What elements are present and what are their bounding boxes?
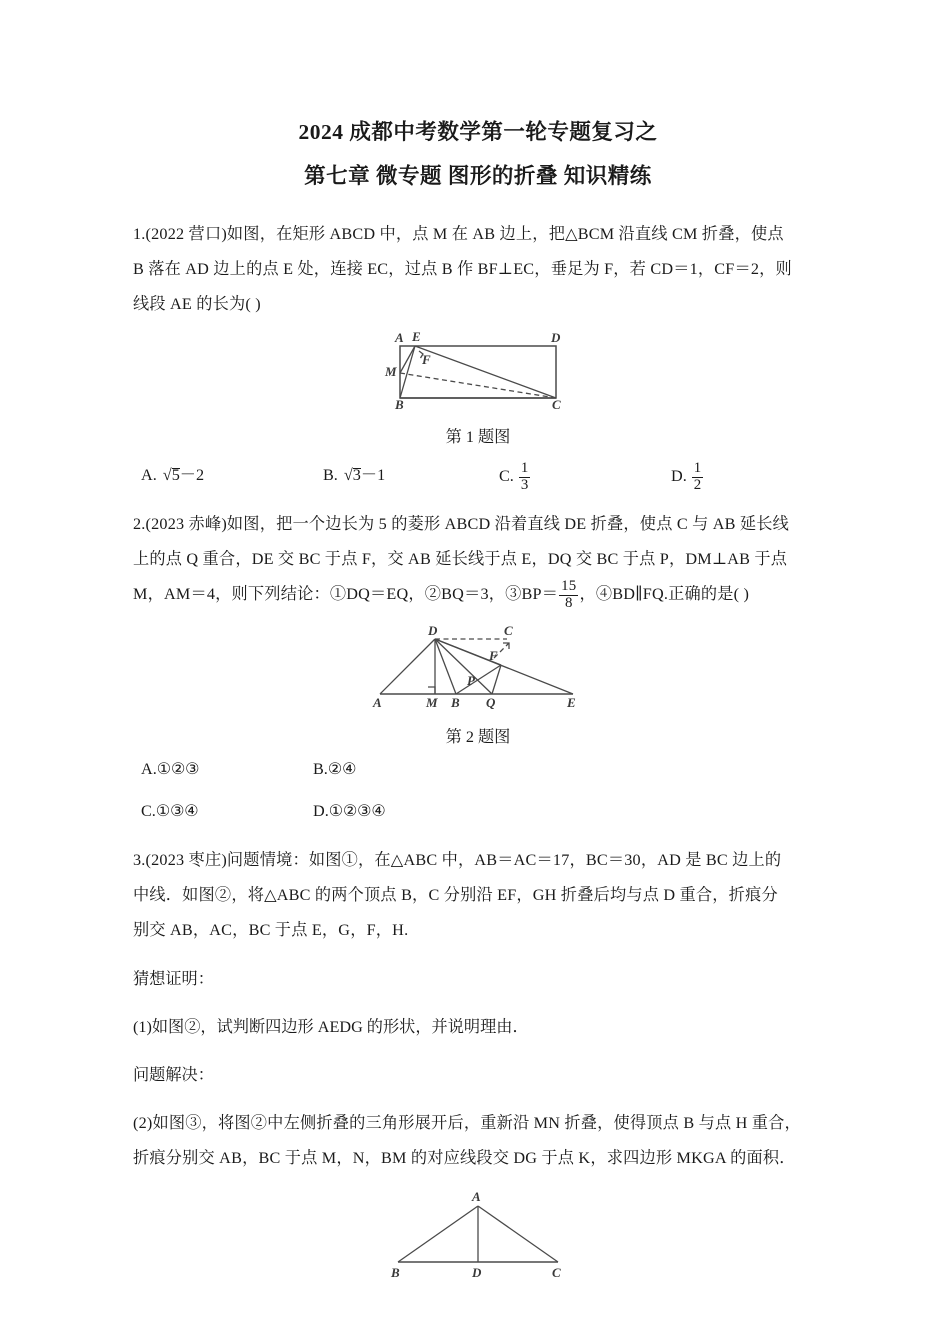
question-2-text [133,507,823,612]
question-1-line-1: 1.(2022 营口)如图，在矩形 ABCD 中，点 M 在 AB 边上，把△BCM 沿直线 CM 折叠，使点 [133,225,784,243]
option-b-minus: －1 [360,466,386,484]
question-2-option-c[interactable] [141,801,199,821]
q2-option-c-label: ①③④ [155,803,199,820]
option-a-minus: －2 [179,466,205,484]
question-3-part-2-line-2: 折痕分别交 AB，BC 于点 M，N，BM 的对应线段交 DG 于点 K，求四边形 MKGA 的面积． [133,1149,796,1167]
figure-2-svg [368,622,588,710]
question-3-line-1: 3.(2023 枣庄)问题情境：如图①，在△ABC 中，AB＝AC＝17，BC＝30，AD 是 BC 边上的 [133,851,782,869]
figure-2-label-C: C [504,623,513,638]
q2-option-b-label: ②④ [327,761,357,778]
figure-1-label-D: D [551,330,561,345]
figure-3-label-B: B [391,1265,400,1280]
q2-conclusion-4: ④BD∥FQ [595,585,664,603]
question-2-option-a[interactable] [141,759,199,779]
figure-2-label-E: E [567,695,576,710]
question-3-part-2 [133,1106,823,1176]
q2-conclusion-3-prefix: ③BP＝ [505,585,559,603]
option-c-denominator: 3 [520,476,529,493]
question-3-subheading-1: 猜想证明： [133,970,214,988]
figure-3-label-A: A [472,1189,481,1204]
question-2-options-row-2 [133,801,823,835]
question-2-option-d[interactable] [313,801,386,821]
question-3-line-3: 别交 AB，AC，BC 于点 E，G，F，H. [133,921,409,939]
document-title-line-1: 2024 成都中考数学第一轮专题复习之 [298,120,658,144]
option-c-key: C. [499,466,514,485]
question-2-option-b[interactable] [313,759,356,779]
q2-option-d-label: ①②③④ [328,803,386,820]
figure-2-label-F: F [489,648,498,663]
option-d-key: D. [671,466,687,485]
q2-conclusion-1: ①DQ＝EQ [329,585,409,603]
question-2-line-1: 2.(2023 赤峰)如图，把一个边长为 5 的菱形 ABCD 沿着直线 DE 折叠，使点 C 与 AB 延长线 [133,515,790,533]
question-3-text [133,843,823,948]
question-1-option-b[interactable] [323,461,385,485]
question-1-option-c[interactable] [499,461,531,493]
figure-1-label-F: F [422,352,431,367]
figure-2-label-B: B [451,695,460,710]
q2-after-conclusions: .正确的是( ) [663,585,750,603]
option-a-key: A. [141,466,157,484]
option-b-radicand: 3 [352,466,361,484]
figure-2-label-A: A [373,695,382,710]
option-c-numerator: 1 [520,460,529,476]
figure-1-label-A: A [395,330,404,345]
option-c-fraction [519,461,530,493]
question-1 [133,217,823,501]
question-3-part-2-line-1: (2)如图③，将图②中左侧折叠的三角形展开后，重新沿 MN 折叠，使得顶点 B 与点 H 重合， [133,1114,801,1132]
figure-2-label-M: M [426,695,438,710]
q2-option-c-key: C. [141,802,156,820]
question-2-figure-caption: 第 2 题图 [445,728,511,746]
figure-3-label-D: D [472,1265,482,1280]
question-1-text [133,217,823,322]
option-a-radical: √ 5 [162,466,180,484]
option-d-fraction [692,461,703,493]
q2-option-a-key: A. [141,760,157,778]
question-2-figure [133,622,823,715]
figure-1-label-M: M [385,364,397,379]
q2-option-b-key: B. [313,760,328,778]
q2-conclusion-2: ②BQ＝3 [424,585,489,603]
question-3-subheading-2: 问题解决： [133,1066,214,1084]
q2-option-a-label: ①②③ [156,761,200,778]
question-1-option-d[interactable] [671,461,704,493]
q2-frac-num: 15 [561,578,577,595]
q2-option-d-key: D. [313,802,329,820]
figure-3-svg [378,1184,578,1284]
option-b-key: B. [323,466,338,484]
figure-2-label-P: P [467,673,475,688]
question-1-line-2: B 落在 AD 边上的点 E 处，连接 EC，过点 B 作 BF⊥EC，垂足为 F，若 CD＝1，CF＝2，则 [133,260,792,278]
question-3 [133,843,823,1289]
option-b-radical: √ 3 [343,466,361,484]
option-a-radicand: 5 [171,466,180,484]
question-2-line-2: 上的点 Q 重合，DE 交 BC 于点 F，交 AB 延长线于点 E，DQ 交 BC 于点 P，DM⊥AB 于点 [133,550,788,568]
question-3-line-2: 中线．如图②，将△ABC 的两个顶点 B，C 分别沿 EF，GH 折叠后均与点 D 重合，折痕分 [133,886,778,904]
figure-1-label-B: B [395,397,404,410]
question-1-line-3: 线段 AE 的长为( ) [133,295,261,313]
question-2-line-3 [133,577,823,612]
question-1-options [133,461,823,501]
figure-2-label-Q: Q [486,695,496,710]
page-content [133,0,823,1289]
document-title-line-2: 第七章 微专题 图形的折叠 知识精练 [304,163,652,188]
question-1-option-a[interactable] [141,461,204,485]
figure-1-svg [378,328,578,410]
q2-frac-den: 8 [559,595,578,612]
figure-1-label-E: E [412,329,421,344]
question-1-figure [133,328,823,415]
q2-conclusion-3-fraction [559,579,578,611]
question-3-part-1: (1)如图②，试判断四边形 AEDG 的形状，并说明理由． [133,1018,529,1036]
figure-3-label-C: C [552,1265,561,1280]
q2-line3-prefix: M，AM＝4，则下列结论： [133,585,330,603]
question-1-figure-caption: 第 1 题图 [445,428,511,446]
question-3-figure [133,1184,823,1289]
question-2 [133,507,823,835]
q2-sep-2: ， [488,585,506,603]
q2-sep-1: ， [408,585,425,603]
figure-2-label-D: D [428,623,438,638]
figure-1-label-C: C [552,397,561,410]
option-d-denominator: 2 [693,476,702,493]
option-d-numerator: 1 [693,460,702,476]
q2-sep-3: ， [579,585,596,603]
question-2-options-row-1 [133,759,823,793]
